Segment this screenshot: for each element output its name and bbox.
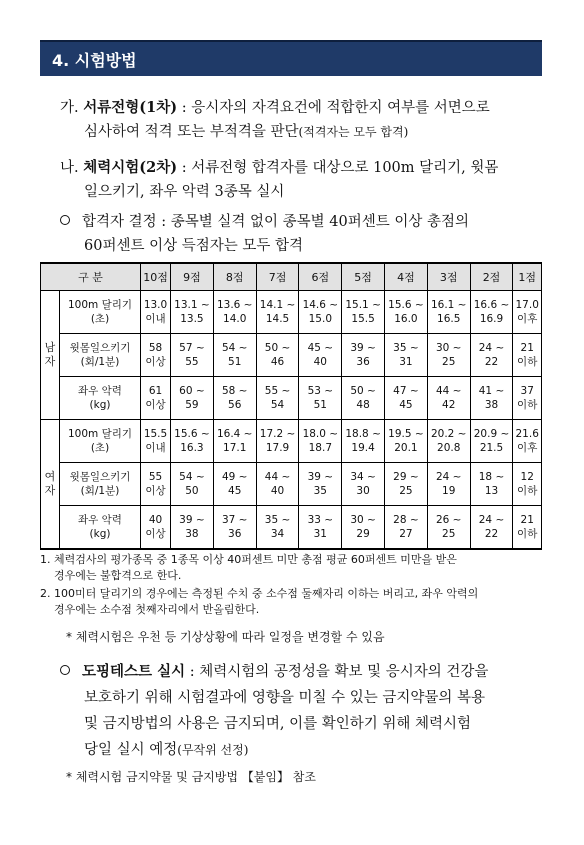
score-cell: 39 ~ 35 xyxy=(299,463,342,506)
score-cell: 44 ~ 40 xyxy=(256,463,299,506)
note-2 xyxy=(40,586,478,618)
doping-title: 도핑테스트 실시 xyxy=(82,663,186,680)
score-cell: 24 ~ 22 xyxy=(470,334,513,377)
score-cell: 15.6 ~ 16.0 xyxy=(385,291,428,334)
score-cell: 47 ~ 45 xyxy=(385,377,428,420)
pass-rule-line1: 합격자 결정 : 종목별 실격 없이 종목별 40퍼센트 이상 총점의 xyxy=(82,214,469,230)
score-cell: 18.0 ~ 18.7 xyxy=(299,420,342,463)
score-cell: 24 ~ 22 xyxy=(470,506,513,550)
score-cell: 15.5 이내 xyxy=(141,420,171,463)
header-score: 7점 xyxy=(256,263,299,291)
score-cell: 54 ~ 51 xyxy=(213,334,256,377)
circle-bullet-icon xyxy=(60,665,70,675)
event-name: 100m 달리기 (초) xyxy=(60,420,141,463)
score-cell: 30 ~ 29 xyxy=(342,506,385,550)
score-cell: 41 ~ 38 xyxy=(470,377,513,420)
score-cell: 35 ~ 34 xyxy=(256,506,299,550)
note-schedule: * 체력시험은 우천 등 기상상황에 따라 일정을 변경할 수 있음 xyxy=(66,630,385,644)
table-row xyxy=(41,377,542,420)
doping-note: (무작위 선정) xyxy=(177,743,249,757)
item-b-text1: : 서류전형 합격자를 대상으로 100m 달리기, 윗몸 xyxy=(177,160,499,176)
score-cell: 33 ~ 31 xyxy=(299,506,342,550)
item-b-title: 체력시험(2차) xyxy=(83,159,178,176)
score-cell: 45 ~ 40 xyxy=(299,334,342,377)
score-cell: 15.1 ~ 15.5 xyxy=(342,291,385,334)
item-a-line2 xyxy=(84,120,408,144)
score-cell: 58 ~ 56 xyxy=(213,377,256,420)
score-cell: 34 ~ 30 xyxy=(342,463,385,506)
score-cell: 40 이상 xyxy=(141,506,171,550)
score-cell: 14.6 ~ 15.0 xyxy=(299,291,342,334)
score-cell: 50 ~ 48 xyxy=(342,377,385,420)
section-header xyxy=(40,40,542,76)
event-name: 좌우 악력 (kg) xyxy=(60,506,141,550)
score-cell: 57 ~ 55 xyxy=(171,334,214,377)
score-cell: 30 ~ 25 xyxy=(427,334,470,377)
table-row xyxy=(41,334,542,377)
score-cell: 35 ~ 31 xyxy=(385,334,428,377)
header-score: 5점 xyxy=(342,263,385,291)
score-cell: 16.4 ~ 17.1 xyxy=(213,420,256,463)
pass-rule-line2-wrap xyxy=(84,234,303,258)
score-cell: 13.6 ~ 14.0 xyxy=(213,291,256,334)
female-label: 여 자 xyxy=(41,420,60,550)
header-score: 4점 xyxy=(385,263,428,291)
header-score: 9점 xyxy=(171,263,214,291)
score-cell: 19.5 ~ 20.1 xyxy=(385,420,428,463)
table-row xyxy=(41,291,542,334)
item-b-line2 xyxy=(84,180,284,204)
male-label: 남 자 xyxy=(41,291,60,420)
score-cell: 44 ~ 42 xyxy=(427,377,470,420)
score-cell: 50 ~ 46 xyxy=(256,334,299,377)
pass-rule-line2: 60퍼센트 이상 득점자는 모두 합격 xyxy=(84,238,303,254)
circle-bullet-icon xyxy=(60,215,70,225)
item-a-note: (적격자는 모두 합격) xyxy=(298,125,409,139)
doping-line4-wrap xyxy=(84,738,248,762)
score-cell: 17.0 이후 xyxy=(513,291,542,334)
note-1-num: 1. xyxy=(40,553,51,566)
score-cell: 61 이상 xyxy=(141,377,171,420)
score-cell: 37 이하 xyxy=(513,377,542,420)
score-cell: 16.1 ~ 16.5 xyxy=(427,291,470,334)
item-a-text2: 심사하여 적격 또는 부적격을 판단 xyxy=(84,124,299,140)
score-cell: 39 ~ 38 xyxy=(171,506,214,550)
note-1-line2: 경우에는 불합격으로 한다. xyxy=(54,569,182,582)
item-a-marker: 가. xyxy=(60,100,79,116)
score-cell: 13.1 ~ 13.5 xyxy=(171,291,214,334)
score-cell: 18.8 ~ 19.4 xyxy=(342,420,385,463)
note-1-line1: 체력검사의 평가종목 중 1종목 이상 40퍼센트 미만 총점 평균 60퍼센트 미만을 받은 xyxy=(54,553,457,566)
score-cell: 54 ~ 50 xyxy=(171,463,214,506)
score-cell: 55 이상 xyxy=(141,463,171,506)
score-cell: 21.6 이후 xyxy=(513,420,542,463)
header-score: 10점 xyxy=(141,263,171,291)
header-score: 6점 xyxy=(299,263,342,291)
note-reference: * 체력시험 금지약물 및 금지방법 【붙임】 참조 xyxy=(66,770,316,784)
score-cell: 20.2 ~ 20.8 xyxy=(427,420,470,463)
header-category: 구 분 xyxy=(41,263,141,291)
note-2-num: 2. xyxy=(40,587,51,600)
doping-line3: 및 금지방법의 사용은 금지되며, 이를 확인하기 위해 체력시험 xyxy=(84,716,472,732)
item-b-marker: 나. xyxy=(60,160,79,176)
score-cell: 29 ~ 25 xyxy=(385,463,428,506)
item-a xyxy=(60,96,490,120)
score-table xyxy=(40,262,542,550)
item-a-text1: : 응시자의 자격요건에 적합한지 여부를 서면으로 xyxy=(177,100,490,116)
score-cell: 17.2 ~ 17.9 xyxy=(256,420,299,463)
doping-line2: 보호하기 위해 시험결과에 영향을 미칠 수 있는 금지약물의 복용 xyxy=(84,690,486,706)
item-b-text2: 일으키기, 좌우 악력 3종목 실시 xyxy=(84,184,285,200)
doping-text1: : 체력시험의 공정성을 확보 및 응시자의 건강을 xyxy=(185,664,489,680)
doping-line1 xyxy=(60,660,488,684)
doping-line4: 당일 실시 예정 xyxy=(84,742,178,758)
header-score: 3점 xyxy=(427,263,470,291)
score-cell: 13.0 이내 xyxy=(141,291,171,334)
score-cell: 18 ~ 13 xyxy=(470,463,513,506)
score-cell: 15.6 ~ 16.3 xyxy=(171,420,214,463)
score-cell: 49 ~ 45 xyxy=(213,463,256,506)
event-name: 100m 달리기 (초) xyxy=(60,291,141,334)
event-name: 윗몸일으키기 (회/1분) xyxy=(60,334,141,377)
score-cell: 16.6 ~ 16.9 xyxy=(470,291,513,334)
score-cell: 12 이하 xyxy=(513,463,542,506)
score-cell: 26 ~ 25 xyxy=(427,506,470,550)
note-1 xyxy=(40,552,457,584)
table-header-row xyxy=(41,263,542,291)
table-row xyxy=(41,420,542,463)
score-cell: 24 ~ 19 xyxy=(427,463,470,506)
header-score: 2점 xyxy=(470,263,513,291)
event-name: 좌우 악력 (kg) xyxy=(60,377,141,420)
item-b xyxy=(60,156,498,180)
score-cell: 39 ~ 36 xyxy=(342,334,385,377)
event-name: 윗몸일으키기 (회/1분) xyxy=(60,463,141,506)
pass-rule xyxy=(60,210,469,234)
header-score: 1점 xyxy=(513,263,542,291)
score-cell: 58 이상 xyxy=(141,334,171,377)
score-cell: 55 ~ 54 xyxy=(256,377,299,420)
section-title: 4. 시험방법 xyxy=(52,51,137,70)
item-a-title: 서류전형(1차) xyxy=(83,99,178,116)
score-cell: 60 ~ 59 xyxy=(171,377,214,420)
score-cell: 37 ~ 36 xyxy=(213,506,256,550)
score-cell: 21 이하 xyxy=(513,506,542,550)
score-cell: 20.9 ~ 21.5 xyxy=(470,420,513,463)
table-row xyxy=(41,506,542,550)
header-score: 8점 xyxy=(213,263,256,291)
score-cell: 28 ~ 27 xyxy=(385,506,428,550)
score-cell: 14.1 ~ 14.5 xyxy=(256,291,299,334)
score-cell: 21 이하 xyxy=(513,334,542,377)
note-2-line1: 100미터 달리기의 경우에는 측정된 수치 중 소수점 둘째자리 이하는 버리고, 좌우 악력의 xyxy=(54,587,479,600)
score-cell: 53 ~ 51 xyxy=(299,377,342,420)
table-row xyxy=(41,463,542,506)
note-2-line2: 경우에는 소수점 첫째자리에서 반올림한다. xyxy=(54,603,260,616)
